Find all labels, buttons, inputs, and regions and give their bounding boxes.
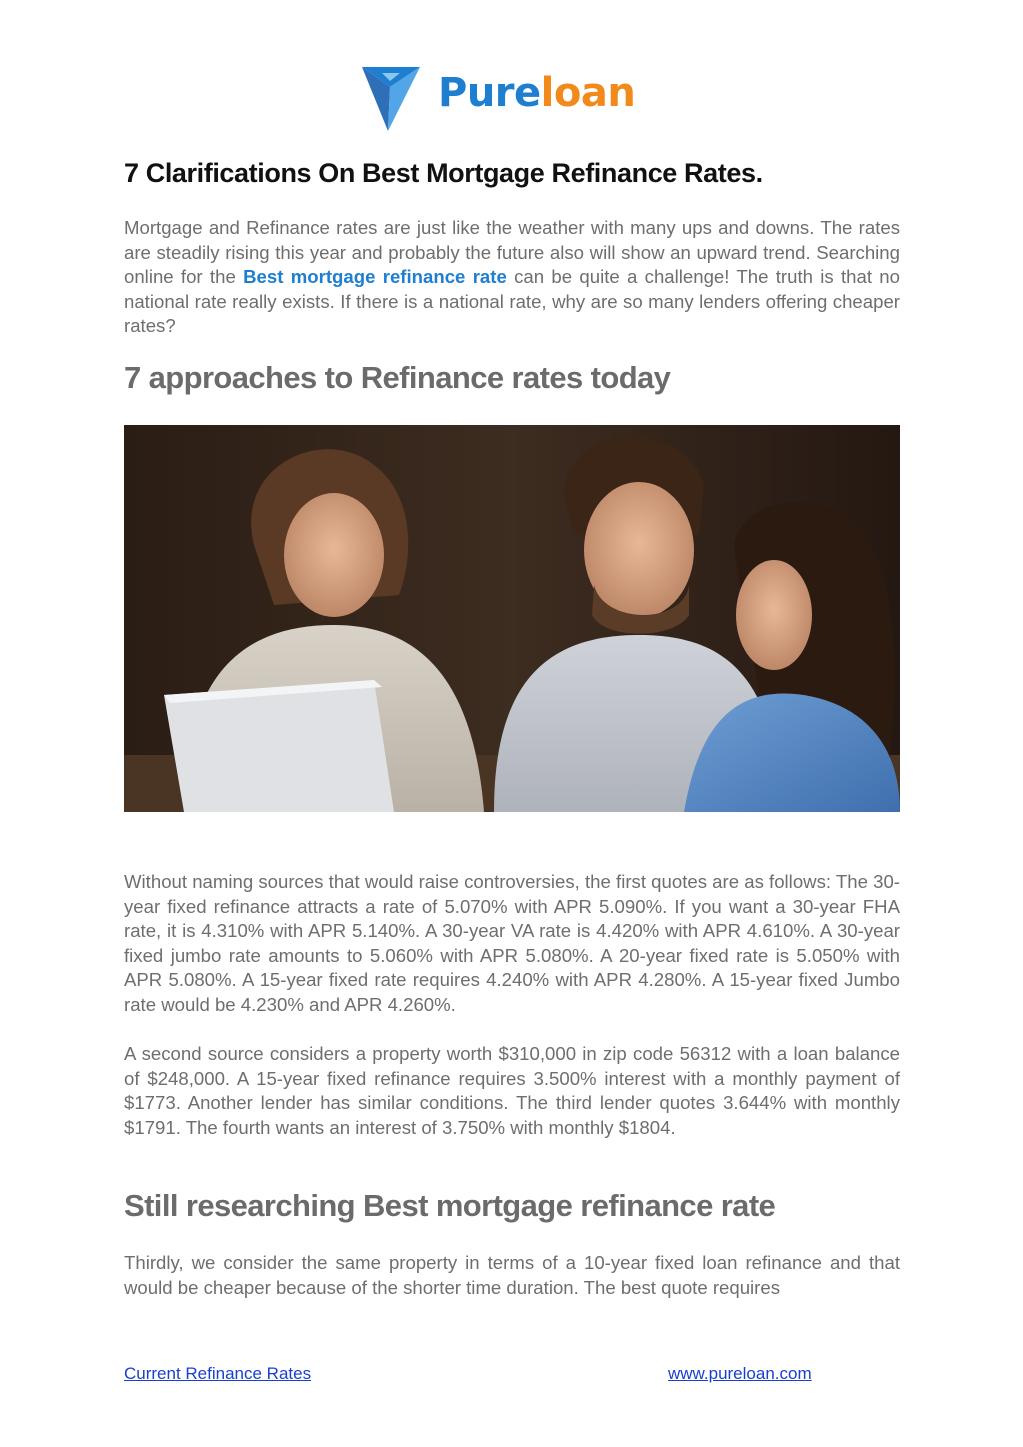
- second-source-paragraph-block: [124, 1042, 900, 1140]
- page-title: 7 Clarifications On Best Mortgage Refinance Rates.: [124, 158, 763, 188]
- brand-name-part1: Pure: [438, 70, 541, 116]
- ten-year-paragraph-block: [124, 1251, 900, 1300]
- intro-paragraph: [124, 216, 900, 339]
- ten-year-paragraph: Thirdly, we consider the same property in terms of a 10-year fixed loan refinance and that would be cheaper because of the shorter time duration. The best quote requires: [124, 1252, 900, 1298]
- brand-name-part2: loan: [540, 70, 636, 116]
- section-heading-still-researching: Still researching Best mortgage refinance rate: [124, 1188, 776, 1223]
- best-mortgage-refinance-rate-link[interactable]: Best mortgage refinance rate: [243, 266, 507, 288]
- second-source-paragraph: A second source considers a property worth $310,000 in zip code 56312 with a loan balance of $248,000. A 15-year fixed refinance requires 3.500% interest with a monthly payment of $1773. Another lender has similar conditions. The third lender quotes 3.644% with monthly $1791. The fourth wants an interest of 3.750% with monthly $1804.: [124, 1043, 900, 1138]
- pureloan-triangle-logo-icon: [360, 63, 422, 133]
- first-quotes-paragraph-block: [124, 870, 900, 1018]
- couple-with-laptop-photo: [124, 425, 900, 812]
- first-quotes-paragraph: Without naming sources that would raise controversies, the first quotes are as follows: The 30-year fixed refinance attracts a rate of 5.070% with APR 5.090%. If you want a 30-year FHA rate, it is 4.310% with APR 5.140%. A 30-year VA rate is 4.420% with APR 4.610%. A 30-year fixed jumbo rate amounts to 5.060% with APR 5.080%. A 20-year fixed rate is 5.050% with APR 5.080%. A 15-year fixed rate requires 4.240% with APR 4.280%. A 15-year fixed Jumbo rate would be 4.230% and APR 4.260%.: [124, 871, 900, 1015]
- brand-wordmark: [438, 70, 635, 116]
- section-heading-approaches: 7 approaches to Refinance rates today: [124, 360, 671, 395]
- brand-logo: [360, 62, 635, 134]
- intro-text-after: can be quite a challenge! The truth is that no national rate really exists. If there is a national rate, why are so many lenders offering cheaper rates?: [124, 266, 900, 337]
- intro-text-before: Mortgage and Refinance rates are just like the weather with many ups and downs. The rates are steadily rising this year and probably the future also will show an upward trend. Searching online for the: [124, 217, 900, 288]
- current-refinance-rates-link[interactable]: Current Refinance Rates: [124, 1364, 312, 1383]
- pureloan-website-link[interactable]: www.pureloan.com: [668, 1364, 812, 1383]
- intro-paragraph-block: [124, 216, 900, 339]
